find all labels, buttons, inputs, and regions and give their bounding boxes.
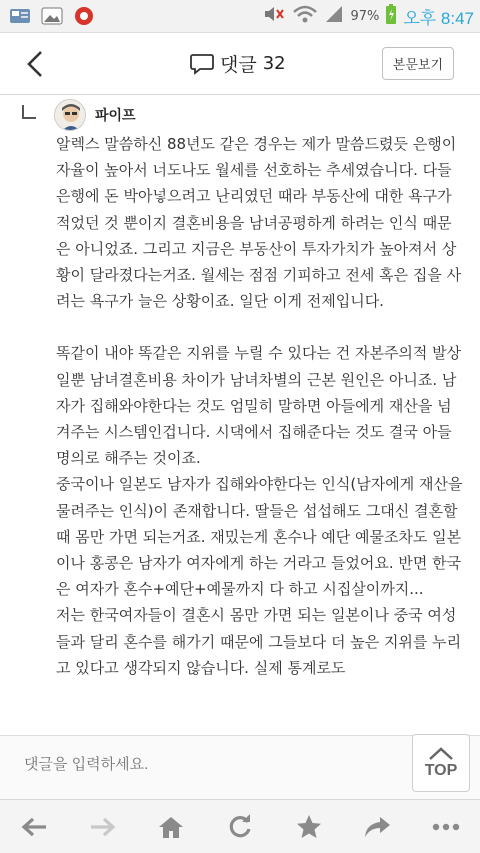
notification-icon xyxy=(72,5,96,27)
comment-author[interactable]: 파이프 xyxy=(95,108,136,124)
scroll-top-label: TOP xyxy=(424,762,458,779)
nav-home-button[interactable] xyxy=(147,805,195,849)
back-chevron-icon xyxy=(25,50,45,78)
wifi-icon xyxy=(292,4,318,28)
nav-bookmark-button[interactable] xyxy=(285,805,333,849)
scroll-top-button[interactable] xyxy=(412,734,470,792)
nav-forward-button[interactable] xyxy=(79,805,127,849)
refresh-icon xyxy=(227,814,253,840)
avatar[interactable] xyxy=(54,99,86,131)
comment-count: 32 xyxy=(262,53,286,74)
comment-body xyxy=(56,131,464,681)
star-icon xyxy=(296,814,322,840)
comment-paragraph: 중국이나 일본도 남자가 집해와야한다는 인식(남자에게 재산을 물려주는 인식)이 존재합니다. 딸들은 섭섭해도 그대신 결혼할 때 몸만 가면 되는거죠. 재밌는게 혼수나 예단 예물조차도 일본이나 홍콩은 남자가 여자에게 하는 거라고 들었어요. 반면 한국은 여자가 혼수+예단+예물까지 다 하고 시집살이까지... xyxy=(56,475,463,599)
comment-paragraph: 똑같이 내야 똑같은 지위를 누릴 수 있다는 건 자본주의적 발상일뿐 남녀결혼비용 차이가 남녀차별의 근본 원인은 아니죠. 남자가 집해와야한다는 것도 엄밀히 말하면 아들에게 재산을 넘겨주는 시스템인겁니다. 시댁에서 집해준다는 것도 결국 아들명의로 해주는 것이죠. xyxy=(56,344,462,468)
comment-paragraph: 저는 한국여자들이 결혼시 몸만 가면 되는 일본이나 중국 여성들과 달리 혼수를 해가기 때문에 그들보다 더 높은 지위를 누리고 있다고 생각되지 않습니다. 실제 통계로도 xyxy=(56,606,462,677)
battery-icon xyxy=(385,3,397,29)
bottom-nav xyxy=(0,799,480,853)
chevron-up-icon xyxy=(427,746,455,762)
nav-back-button[interactable] xyxy=(10,805,58,849)
back-button[interactable] xyxy=(18,47,52,81)
reply-indicator-icon xyxy=(22,105,36,119)
nav-more-button[interactable] xyxy=(422,805,470,849)
gallery-icon xyxy=(40,5,64,27)
email-icon xyxy=(8,5,32,27)
status-bar xyxy=(0,0,480,33)
back-arrow-icon xyxy=(20,816,48,838)
speech-bubble-icon xyxy=(190,53,214,75)
home-icon xyxy=(158,815,184,839)
app-header xyxy=(0,33,480,95)
comment-input[interactable] xyxy=(24,756,394,773)
battery-percent: 97% xyxy=(350,8,380,24)
title-label: 댓글 xyxy=(220,54,257,76)
view-original-button[interactable]: 본문보기 xyxy=(382,47,454,80)
share-icon xyxy=(363,815,391,839)
more-icon xyxy=(432,823,460,831)
nav-refresh-button[interactable] xyxy=(216,805,264,849)
clock: 오후 8:47 xyxy=(403,8,474,28)
comment-paragraph: 알렉스 말씀하신 88년도 같은 경우는 제가 말씀드렸듯 은행이자율이 높아서 너도나도 월세를 선호하는 추세였습니다. 다들 은행에 돈 박아넣으려고 난리였던 때라 부동산에 대한 욕구가 적었던 것 뿐이지 결혼비용을 남녀공평하게 하려는 인식 때문은 아니었죠. 그리고 지금은 부동산이 투자가치가 높아져서 상황이 달라졌다는거죠. 월세는 점점 기피하고 전세 혹은 집을 사려는 욕구가 늘은 상황이죠. 일단 이게 전제입니다. xyxy=(56,135,462,311)
comment-list[interactable] xyxy=(0,95,480,735)
page-title xyxy=(190,50,286,77)
mute-icon xyxy=(262,4,286,28)
forward-arrow-icon xyxy=(89,816,117,838)
signal-icon xyxy=(324,4,344,28)
comment-input-bar xyxy=(0,735,480,799)
nav-share-button[interactable] xyxy=(353,805,401,849)
